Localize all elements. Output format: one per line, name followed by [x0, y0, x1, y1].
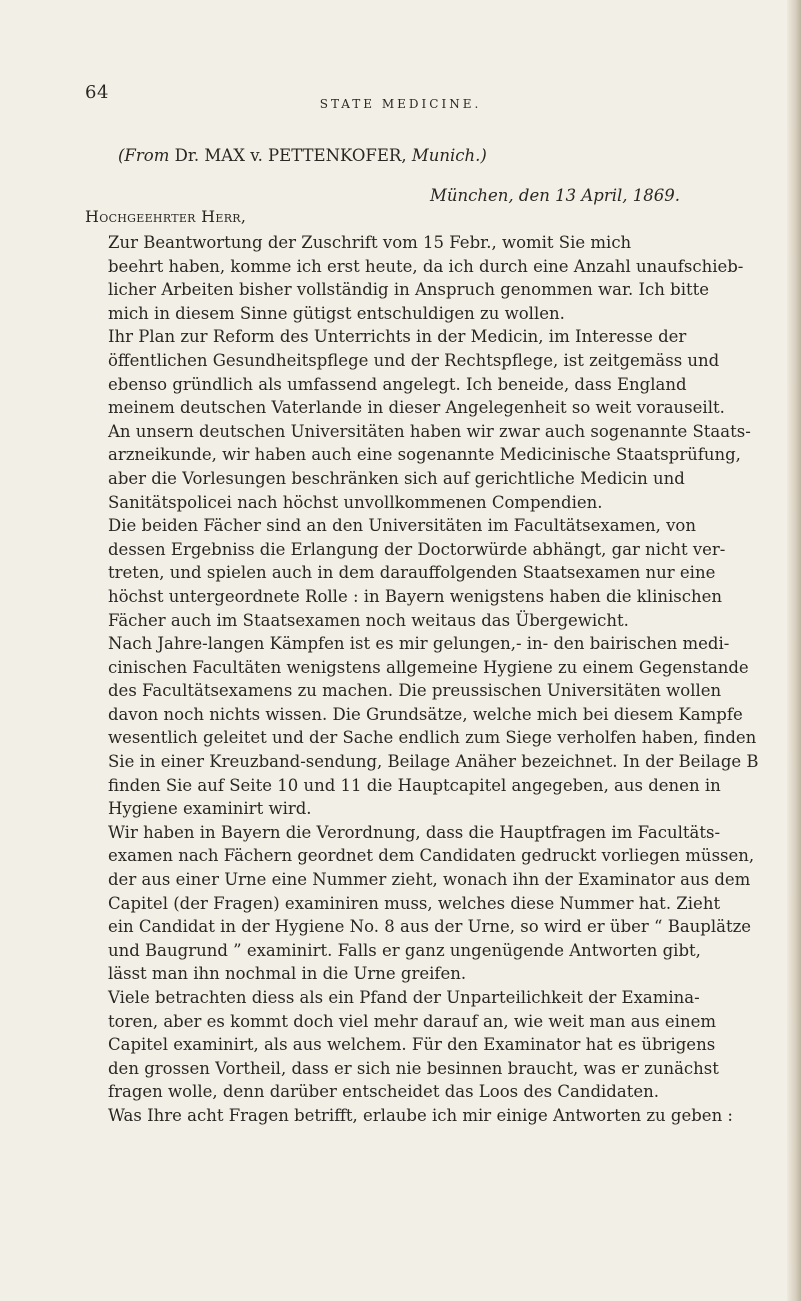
paragraph — [85, 1104, 775, 1128]
text-line: fragen wolle, denn darüber entscheidet das Loos des Candidaten. — [108, 1082, 659, 1102]
text-line: Capitel examinirt, als aus welchem. Für den Examinator hat es übrigens — [108, 1035, 716, 1055]
letter-attribution — [118, 146, 487, 165]
text-line: cinischen Facultäten wenigstens allgemeine Hygiene zu einem Gegenstande — [108, 657, 749, 677]
text-line: Sanitätspolicei nach höchst unvollkommenen Compendien. — [108, 492, 603, 512]
text-line: Capitel (der Fragen) examiniren muss, welches diese Nummer hat. Zieht — [108, 893, 721, 913]
paragraph — [85, 325, 775, 419]
text-line: Viele betrachten diess als ein Pfand der Unparteilichkeit der Examina- — [108, 988, 700, 1007]
salutation: Hochgeehrter Herr, — [85, 207, 247, 226]
text-line: mich in diesem Sinne gütigst entschuldigen zu wollen. — [108, 303, 565, 323]
paragraph — [85, 514, 775, 632]
text-line: finden Sie auf Seite 10 und 11 die Hauptcapitel angegeben, aus denen in — [108, 775, 721, 795]
text-line: der aus einer Urne eine Nummer zieht, wonach ihn der Examinator aus dem — [108, 870, 751, 890]
text-line: den grossen Vortheil, dass er sich nie besinnen braucht, was er zunächst — [108, 1058, 719, 1078]
text-line: Die beiden Fächer sind an den Universitäten im Facultätsexamen, von — [108, 516, 696, 536]
text-line: Zur Beantwortung der Zuschrift vom 15 Febr., womit Sie mich — [108, 233, 632, 252]
text-line: dessen Ergebniss die Erlangung der Doctorwürde abhängt, gar nicht ver- — [108, 539, 726, 559]
paragraph — [85, 632, 775, 821]
text-line: examen nach Fächern geordnet dem Candidaten gedruckt vorliegen müssen, — [108, 846, 755, 866]
text-line: Wir haben in Bayern die Verordnung, dass die Hauptfragen im Facultäts- — [108, 822, 721, 842]
text-line: ein Candidat in der Hygiene No. 8 aus der Urne, so wird er über “ Bauplätze — [108, 917, 752, 937]
text-line: Fächer auch im Staatsexamen noch weitaus das Übergewicht. — [108, 610, 629, 630]
text-line: arzneikunde, wir haben auch eine sogenannte Medicinische Staatsprüfung, — [108, 445, 741, 465]
letter-body — [85, 231, 775, 1128]
text-line: öffentlichen Gesundheitspflege und der Rechtspflege, ist zeitgemäss und — [108, 350, 720, 370]
text-line: aber die Vorlesungen beschränken sich auf gerichtliche Medicin und — [108, 468, 685, 488]
text-line: treten, und spielen auch in dem darauffolgenden Staatsexamen nur eine — [108, 563, 716, 583]
text-line: höchst untergeordnete Rolle : in Bayern wenigstens haben die klinischen — [108, 586, 722, 606]
page-number: 64 — [85, 82, 109, 103]
text-line: lässt man ihn nochmal in die Urne greifen. — [108, 964, 467, 984]
text-line: Nach Jahre-langen Kämpfen ist es mir gelungen,- in- den bairischen medi- — [108, 634, 730, 654]
text-line: Ihr Plan zur Reform des Unterrichts in der Medicin, im Interesse der — [108, 327, 687, 347]
paragraph — [85, 420, 775, 514]
text-line: licher Arbeiten bisher vollständig in Anspruch genommen war. Ich bitte — [108, 280, 710, 300]
text-line: und Baugrund ” examinirt. Falls er ganz ungenügende Antworten gibt, — [108, 940, 701, 960]
from-prefix: (From — [118, 146, 170, 165]
text-line: An unsern deutschen Universitäten haben wir zwar auch sogenannte Staats- — [108, 421, 751, 441]
paragraph — [85, 821, 775, 986]
page-edge — [787, 0, 801, 1301]
paragraph — [85, 986, 775, 1104]
text-line: Sie in einer Kreuzband-sendung, Beilage Anäher bezeichnet. In der Beilage B — [108, 752, 759, 772]
from-name: Dr. MAX v. PETTENKOFER, — [174, 146, 407, 165]
text-line: wesentlich geleitet und der Sache endlich zum Siege verholfen haben, finden — [108, 728, 757, 748]
text-line: toren, aber es kommt doch viel mehr darauf an, wie weit man aus einem — [108, 1011, 716, 1031]
text-line: davon noch nichts wissen. Die Grundsätze, welche mich bei diesem Kampfe — [108, 704, 743, 724]
dateline: München, den 13 April, 1869. — [430, 186, 680, 205]
text-line: Hygiene examinirt wird. — [108, 799, 312, 819]
running-head: STATE MEDICINE. — [319, 97, 482, 111]
text-line: meinem deutschen Vaterlande in dieser Angelegenheit so weit vorauseilt. — [108, 398, 725, 418]
text-line: des Facultätsexamens zu machen. Die preussischen Universitäten wollen — [108, 681, 722, 701]
text-line: ebenso gründlich als umfassend angelegt. Ich beneide, dass England — [108, 374, 687, 394]
text-line: Was Ihre acht Fragen betrifft, erlaube ich mir einige Antworten zu geben : — [108, 1105, 733, 1125]
paragraph — [85, 231, 775, 325]
from-place: Munich.) — [411, 146, 487, 165]
text-line: beehrt haben, komme ich erst heute, da ich durch eine Anzahl unaufschieb- — [108, 256, 744, 276]
